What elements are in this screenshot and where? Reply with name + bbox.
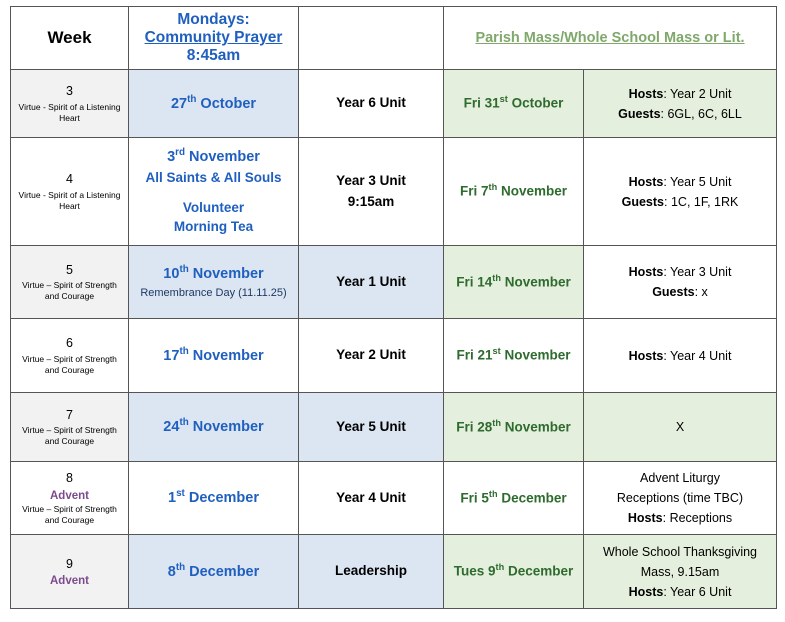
mass-prefix: Fri 31 xyxy=(463,95,500,111)
week-virtue: Virtue – Spirit of Strength and Courage xyxy=(22,503,117,525)
mass-cell xyxy=(444,535,584,609)
mass-cell xyxy=(444,462,584,535)
monday-extra-line-2: Morning Tea xyxy=(173,219,254,235)
monday-ordinal: th xyxy=(179,345,189,357)
monday-day: 24 xyxy=(163,418,180,435)
hosts-label: Hosts xyxy=(628,174,664,189)
mass-prefix: Fri 14 xyxy=(456,274,493,290)
week-number: 6 xyxy=(66,336,73,351)
table-row xyxy=(11,246,777,319)
table-body xyxy=(11,70,777,609)
unit-label: Year 2 Unit xyxy=(336,347,406,363)
monday-date xyxy=(135,146,292,168)
mass-prefix: Tues 9 xyxy=(453,563,496,579)
header-mondays-link[interactable]: Community Prayer xyxy=(144,29,283,46)
monday-month: October xyxy=(196,95,257,112)
mass-date xyxy=(450,488,577,508)
mass-date xyxy=(450,561,577,581)
week-number: 8 xyxy=(66,471,73,486)
week-number: 3 xyxy=(66,84,73,99)
hosts-event-title: Advent Liturgy xyxy=(640,471,720,485)
week-number: 4 xyxy=(66,172,73,187)
monday-date xyxy=(135,561,292,583)
monday-note: Remembrance Day (11.11.25) xyxy=(140,286,287,299)
hosts-event-detail: Receptions (time TBC) xyxy=(616,491,744,505)
monday-ordinal: rd xyxy=(175,147,185,159)
mass-prefix: Fri 21 xyxy=(456,347,493,363)
monday-cell xyxy=(129,462,299,535)
table-row xyxy=(11,393,777,462)
mass-cell xyxy=(444,138,584,246)
mass-ordinal: st xyxy=(492,346,501,357)
monday-day: 3 xyxy=(167,149,176,166)
mass-prefix: Fri 5 xyxy=(460,490,489,506)
hosts-cell xyxy=(584,393,777,462)
week-advent-label: Advent xyxy=(50,575,89,588)
header-mass: Parish Mass/Whole School Mass or Lit. xyxy=(444,7,777,70)
monday-day: 1 xyxy=(168,489,177,506)
hosts-value: : Year 6 Unit xyxy=(663,584,732,599)
hosts-label: Hosts xyxy=(628,86,664,101)
hosts-plain-text: X xyxy=(675,420,685,434)
table-header-row xyxy=(11,7,777,70)
monday-cell xyxy=(129,70,299,138)
monday-day: 27 xyxy=(170,95,188,112)
unit-label: Leadership xyxy=(334,563,408,579)
hosts-line xyxy=(590,172,770,192)
mass-month: November xyxy=(500,274,571,290)
hosts-cell xyxy=(584,138,777,246)
mass-month: October xyxy=(507,95,564,111)
mass-date xyxy=(450,181,577,201)
header-week: Week xyxy=(11,7,129,70)
week-cell xyxy=(11,462,129,535)
monday-day: 10 xyxy=(163,265,180,282)
monday-ordinal: th xyxy=(179,263,189,275)
week-advent-label: Advent xyxy=(50,489,89,502)
monday-month: November xyxy=(188,418,264,435)
monday-date xyxy=(135,487,292,509)
monday-ordinal: st xyxy=(176,488,185,500)
table-row xyxy=(11,70,777,138)
unit-cell xyxy=(299,462,444,535)
monday-cell xyxy=(129,246,299,319)
mass-date xyxy=(450,93,577,113)
hosts-value: : Year 2 Unit xyxy=(663,86,732,101)
unit-cell xyxy=(299,70,444,138)
monday-month: November xyxy=(188,265,264,282)
header-mondays-colon: : xyxy=(244,11,250,28)
guests-label: Guests xyxy=(618,106,661,121)
table-row xyxy=(11,138,777,246)
monday-spacer xyxy=(135,188,292,198)
header-mondays-time: 8:45am xyxy=(186,47,241,64)
monday-date xyxy=(135,93,292,115)
hosts-line xyxy=(590,508,770,528)
unit-cell xyxy=(299,535,444,609)
week-cell xyxy=(11,246,129,319)
hosts-event-title: Whole School Thanksgiving xyxy=(602,544,758,559)
mass-cell xyxy=(444,246,584,319)
table-row xyxy=(11,535,777,609)
header-mondays-prefix: Mondays xyxy=(177,11,245,28)
mass-date xyxy=(450,345,577,365)
monday-date xyxy=(135,345,292,367)
week-cell xyxy=(11,319,129,393)
unit-time: 9:15am xyxy=(347,193,395,209)
monday-date xyxy=(135,416,292,438)
week-virtue: Virtue – Spirit of Strength and Courage xyxy=(22,425,117,447)
hosts-label: Hosts xyxy=(628,348,664,363)
mass-date xyxy=(450,272,577,292)
monday-month: December xyxy=(185,563,260,580)
monday-ordinal: th xyxy=(187,93,197,105)
hosts-line xyxy=(590,84,770,104)
hosts-value: : Receptions xyxy=(662,511,733,525)
header-unit-blank xyxy=(299,7,444,70)
hosts-cell xyxy=(584,535,777,609)
mass-ordinal: st xyxy=(499,94,508,105)
mass-date xyxy=(450,417,577,437)
unit-label: Year 3 Unit xyxy=(336,173,406,189)
hosts-value: : Year 3 Unit xyxy=(663,265,732,279)
monday-month: November xyxy=(184,149,260,166)
monday-day: 8 xyxy=(167,563,176,580)
mass-month: December xyxy=(504,563,574,579)
guests-label: Guests xyxy=(652,285,695,299)
hosts-line xyxy=(590,262,770,282)
monday-cell xyxy=(129,393,299,462)
hosts-cell xyxy=(584,319,777,393)
hosts-label: Hosts xyxy=(628,265,664,279)
mass-ordinal: th xyxy=(492,272,501,283)
hosts-event-detail: Mass, 9.15am xyxy=(640,564,720,579)
mass-month: December xyxy=(497,490,567,506)
hosts-line xyxy=(590,582,770,602)
mass-ordinal: th xyxy=(488,182,498,193)
table-row xyxy=(11,319,777,393)
unit-label: Year 4 Unit xyxy=(336,489,406,505)
monday-month: December xyxy=(184,489,259,506)
mass-ordinal: th xyxy=(488,488,498,499)
week-number: 7 xyxy=(66,407,73,422)
monday-cell xyxy=(129,319,299,393)
week-virtue: Virtue – Spirit of Strength and Courage xyxy=(22,280,117,302)
monday-date xyxy=(135,263,292,285)
mass-prefix: Fri 28 xyxy=(456,419,493,435)
mass-cell xyxy=(444,393,584,462)
guests-line xyxy=(590,104,770,124)
week-cell xyxy=(11,535,129,609)
table-row xyxy=(11,462,777,535)
mass-month: November xyxy=(500,347,571,363)
monday-cell xyxy=(129,138,299,246)
mass-month: November xyxy=(497,183,567,199)
week-virtue: Virtue – Spirit of Strength and Courage xyxy=(22,353,117,375)
header-mondays xyxy=(129,7,299,70)
unit-label: Year 5 Unit xyxy=(336,418,406,434)
mass-cell xyxy=(444,70,584,138)
hosts-line xyxy=(590,346,770,366)
hosts-cell xyxy=(584,246,777,319)
week-cell xyxy=(11,138,129,246)
guests-value: : x xyxy=(694,285,708,299)
hosts-cell xyxy=(584,462,777,535)
guests-line xyxy=(590,192,770,212)
mass-month: November xyxy=(500,419,571,435)
monday-month: November xyxy=(188,347,264,364)
week-virtue: Virtue - Spirit of a Listening Heart xyxy=(18,101,121,123)
unit-label: Year 1 Unit xyxy=(336,273,406,289)
week-cell xyxy=(11,393,129,462)
monday-subtitle: All Saints & All Souls xyxy=(145,170,282,186)
unit-cell xyxy=(299,138,444,246)
mass-cell xyxy=(444,319,584,393)
guests-line xyxy=(590,282,770,302)
monday-extra-line-1: Volunteer xyxy=(182,199,245,215)
hosts-cell xyxy=(584,70,777,138)
unit-cell xyxy=(299,319,444,393)
week-number: 9 xyxy=(66,556,73,571)
monday-ordinal: th xyxy=(179,417,189,429)
hosts-label: Hosts xyxy=(627,511,663,525)
unit-label: Year 6 Unit xyxy=(336,95,406,111)
week-cell xyxy=(11,70,129,138)
mass-prefix: Fri 7 xyxy=(460,183,489,199)
guests-label: Guests xyxy=(621,194,665,209)
monday-ordinal: th xyxy=(175,561,186,573)
hosts-value: : Year 4 Unit xyxy=(663,348,732,363)
hosts-value: : Year 5 Unit xyxy=(663,174,732,189)
unit-cell xyxy=(299,246,444,319)
monday-day: 17 xyxy=(163,347,180,364)
guests-value: : 1C, 1F, 1RK xyxy=(664,194,739,209)
guests-value: : 6GL, 6C, 6LL xyxy=(660,106,742,121)
hosts-label: Hosts xyxy=(628,584,664,599)
week-number: 5 xyxy=(66,262,73,277)
unit-cell xyxy=(299,393,444,462)
schedule-table xyxy=(10,6,777,609)
mass-ordinal: th xyxy=(495,562,505,573)
monday-cell xyxy=(129,535,299,609)
mass-ordinal: th xyxy=(492,417,501,428)
week-virtue: Virtue - Spirit of a Listening Heart xyxy=(18,189,121,211)
